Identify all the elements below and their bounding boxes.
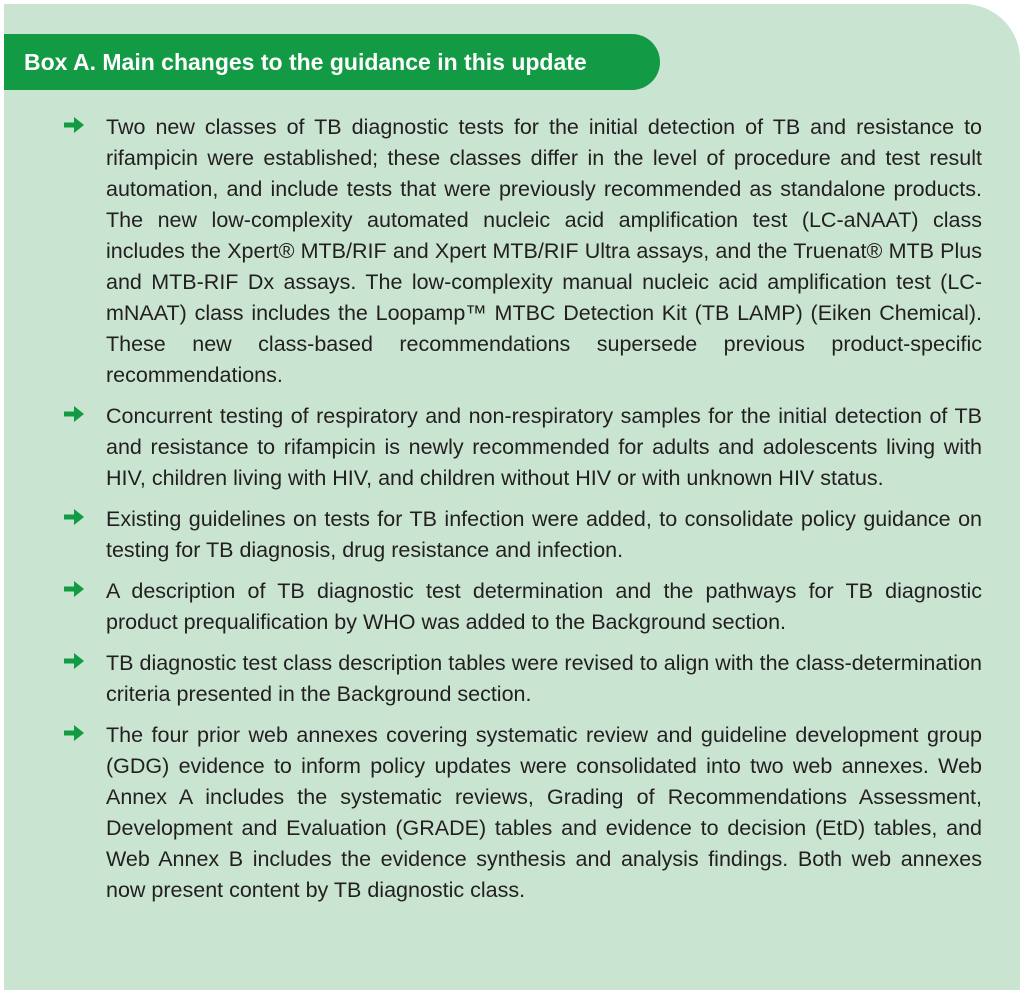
right-arrow-icon bbox=[62, 113, 86, 137]
right-arrow-icon bbox=[62, 402, 86, 426]
list-item-text: TB diagnostic test class description tables were revised to align with the class-determination criteria presented in the Background section. bbox=[106, 651, 982, 706]
list-item bbox=[62, 648, 982, 710]
list-item-text: Existing guidelines on tests for TB infection were added, to consolidate policy guidance on testing for TB diagnosis, drug resistance and infection. bbox=[106, 507, 982, 562]
list-item bbox=[62, 720, 982, 906]
list-item bbox=[62, 401, 982, 494]
list-item-text: The four prior web annexes covering systematic review and guideline development group (GDG) evidence to inform policy updates were consolidated into two web annexes. Web Annex A includes the systematic reviews, Grading of Recommendations Assessment, Development and Evaluation (GRADE) tables and evidence to decision (EtD) tables, and Web Annex B includes the evidence synthesis and analysis findings. Both web annexes now present content by TB diagnostic class. bbox=[106, 723, 982, 902]
list-item-text: Concurrent testing of respiratory and non-respiratory samples for the initial detection of TB and resistance to rifampicin is newly recommended for adults and adolescents living with HIV, children living with HIV, and children without HIV or with unknown HIV status. bbox=[106, 404, 982, 490]
right-arrow-icon bbox=[62, 649, 86, 673]
list-item bbox=[62, 576, 982, 638]
change-list bbox=[62, 112, 982, 916]
right-arrow-icon bbox=[62, 505, 86, 529]
list-item bbox=[62, 112, 982, 391]
right-arrow-icon bbox=[62, 577, 86, 601]
right-arrow-icon bbox=[62, 721, 86, 745]
list-item-text: Two new classes of TB diagnostic tests for the initial detection of TB and resistance to rifampicin were established; these classes differ in the level of procedure and test result automation, and include tests that were previously recommended as standalone products. The new low-complexity automated nucleic acid amplification test (LC-aNAAT) class includes the Xpert® MTB/RIF and Xpert MTB/RIF Ultra assays, and the Truenat® MTB Plus and MTB-RIF Dx assays. The low-complexity manual nucleic acid amplification test (LC-mNAAT) class includes the Loopamp™ MTBC Detection Kit (TB LAMP) (Eiken Chemical). These new class-based recommendations supersede previous product-specific recommendations. bbox=[106, 115, 982, 387]
list-item bbox=[62, 504, 982, 566]
box-title: Box A. Main changes to the guidance in this update bbox=[4, 34, 660, 90]
list-item-text: A description of TB diagnostic test determination and the pathways for TB diagnostic product prequalification by WHO was added to the Background section. bbox=[106, 579, 982, 634]
